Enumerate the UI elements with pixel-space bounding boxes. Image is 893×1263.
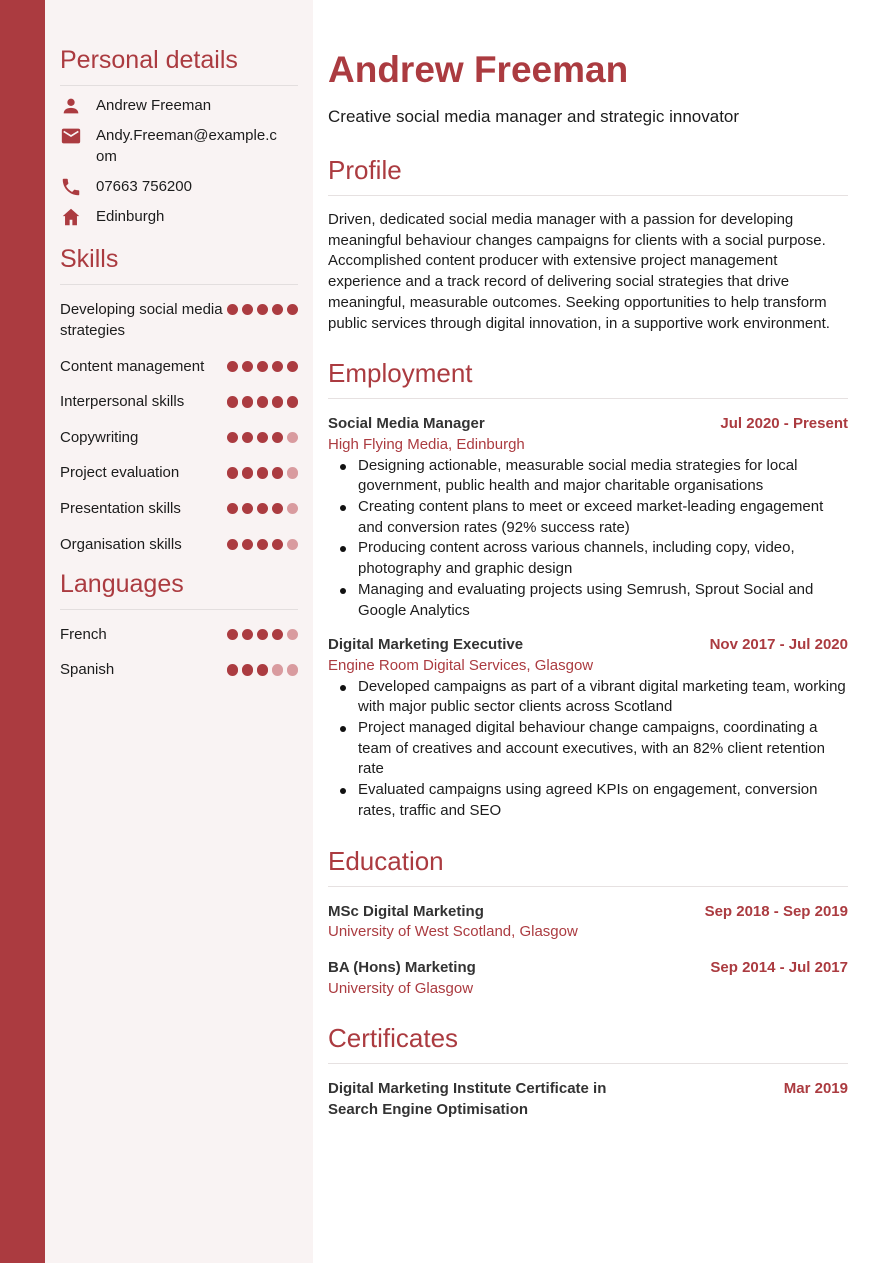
education-entry xyxy=(328,902,848,943)
contact-email xyxy=(60,125,298,167)
bullet-item: Project managed digital behaviour change campaigns, coordinating a team of creatives and account executives, with an 82% client retention rate xyxy=(328,718,848,780)
personal-details-heading: Personal details xyxy=(60,46,298,86)
rating-dot-filled xyxy=(272,432,283,443)
rating-label: Copywriting xyxy=(60,428,139,446)
rating-dot-filled xyxy=(227,467,238,478)
sidebar xyxy=(45,0,313,1263)
rating-dot-filled xyxy=(272,304,283,315)
entry-organisation: University of Glasgow xyxy=(328,979,474,997)
rating-dot-filled xyxy=(287,361,298,372)
rating-dot-filled xyxy=(242,539,253,550)
rating-dot-filled xyxy=(287,396,298,407)
rating-dot-empty xyxy=(287,539,298,550)
contact-location-text: Edinburgh xyxy=(96,208,165,225)
rating-dot-filled xyxy=(242,467,253,478)
rating-dot-filled xyxy=(272,361,283,372)
rating-dot-filled xyxy=(227,361,238,372)
rating-label: Spanish xyxy=(60,661,115,679)
rating-dot-filled xyxy=(257,664,268,675)
certificates-entry xyxy=(328,1079,848,1120)
page-title: Andrew Freeman xyxy=(328,49,629,90)
skill-item xyxy=(60,534,298,555)
rating-dot-filled xyxy=(257,539,268,550)
contact-location xyxy=(60,206,298,227)
tagline: Creative social media manager and strategic innovator xyxy=(328,107,740,126)
certificates-list xyxy=(328,1079,848,1120)
rating-dot-empty xyxy=(287,432,298,443)
rating-dot-filled xyxy=(242,503,253,514)
rating-dot-filled xyxy=(257,432,268,443)
rating-dots xyxy=(227,534,298,550)
rating-dot-filled xyxy=(242,361,253,372)
rating-dot-filled xyxy=(257,396,268,407)
rating-dot-filled xyxy=(272,629,283,640)
entry-title: Social Media Manager xyxy=(328,415,485,433)
phone-icon xyxy=(60,176,96,197)
language-item xyxy=(60,624,298,645)
skill-item xyxy=(60,427,298,448)
rating-dot-empty xyxy=(287,664,298,675)
accent-stripe xyxy=(0,0,45,1263)
rating-dots xyxy=(227,659,298,675)
rating-dot-filled xyxy=(242,304,253,315)
rating-dots xyxy=(227,498,298,514)
rating-label: Content management xyxy=(60,357,205,375)
entry-dates: Nov 2017 - Jul 2020 xyxy=(709,636,848,654)
entry-header xyxy=(328,1079,848,1120)
skill-item xyxy=(60,391,298,412)
contact-email-text[interactable]: Andy.Freeman@example.com xyxy=(96,127,277,165)
rating-dots xyxy=(227,391,298,407)
contact-list xyxy=(60,95,298,227)
contact-phone xyxy=(60,176,298,197)
rating-dot-filled xyxy=(257,467,268,478)
bullet-item: Managing and evaluating projects using Semrush, Sprout Social and Google Analytics xyxy=(328,580,848,621)
rating-dot-filled xyxy=(227,432,238,443)
entry-organisation: High Flying Media, Edinburgh xyxy=(328,435,525,453)
entry-bullets xyxy=(328,456,848,622)
rating-dot-filled xyxy=(242,432,253,443)
entry-header xyxy=(328,902,848,923)
employment-heading: Employment xyxy=(328,358,848,399)
rating-dot-filled xyxy=(227,664,238,675)
contact-phone-text: 07663 756200 xyxy=(96,178,192,195)
languages-list xyxy=(60,624,298,681)
skill-item xyxy=(60,462,298,483)
home-icon xyxy=(60,206,96,227)
education-heading: Education xyxy=(328,846,848,887)
employment-entry xyxy=(328,414,848,621)
entry-title: BA (Hons) Marketing xyxy=(328,958,476,976)
rating-dot-filled xyxy=(257,629,268,640)
rating-label: Developing social media strategies xyxy=(60,301,223,339)
rating-label: French xyxy=(60,625,107,643)
rating-dot-empty xyxy=(287,629,298,640)
contact-name-text: Andrew Freeman xyxy=(96,97,212,114)
skill-item xyxy=(60,299,298,341)
entry-header xyxy=(328,635,848,656)
rating-dot-empty xyxy=(287,467,298,478)
skill-item xyxy=(60,356,298,377)
rating-dot-empty xyxy=(287,503,298,514)
skill-item xyxy=(60,498,298,519)
bullet-item: Creating content plans to meet or exceed market-leading engagement and conversion rates (92% success rate) xyxy=(328,497,848,538)
profile-text: Driven, dedicated social media manager with a passion for developing meaningful behaviour changes campaigns for clients with a social purpose. Accomplished content producer with extensive project management experience and a track record of delivering social strategies that drive meaningful, measurable outcomes. Seeking opportunities to help transform public services through digital innovation, in a supportive work environment. xyxy=(328,211,830,332)
contact-name xyxy=(60,95,298,116)
entry-header xyxy=(328,958,848,979)
rating-dot-filled xyxy=(242,629,253,640)
rating-dot-filled xyxy=(272,396,283,407)
entry-dates: Sep 2014 - Jul 2017 xyxy=(710,958,848,976)
rating-dot-filled xyxy=(272,467,283,478)
rating-label: Organisation skills xyxy=(60,535,182,553)
rating-dot-filled xyxy=(227,539,238,550)
rating-label: Presentation skills xyxy=(60,499,181,517)
bullet-item: Developed campaigns as part of a vibrant digital marketing team, working with major public sector clients across Scotland xyxy=(328,677,848,718)
rating-dot-filled xyxy=(227,629,238,640)
entry-dates: Jul 2020 - Present xyxy=(720,415,848,433)
rating-dot-empty xyxy=(272,664,283,675)
rating-dot-filled xyxy=(272,539,283,550)
certificates-heading: Certificates xyxy=(328,1023,848,1064)
rating-label: Project evaluation xyxy=(60,464,180,482)
rating-dot-filled xyxy=(257,503,268,514)
rating-dot-filled xyxy=(257,361,268,372)
languages-heading: Languages xyxy=(60,570,298,610)
rating-dot-filled xyxy=(227,503,238,514)
rating-dot-filled xyxy=(227,396,238,407)
entry-title: Digital Marketing Executive xyxy=(328,636,524,654)
entry-dates: Sep 2018 - Sep 2019 xyxy=(704,902,848,920)
entry-organisation: Engine Room Digital Services, Glasgow xyxy=(328,656,594,674)
language-item xyxy=(60,659,298,680)
rating-dots xyxy=(227,427,298,443)
rating-dot-filled xyxy=(257,304,268,315)
rating-label: Interpersonal skills xyxy=(60,393,185,411)
education-entry xyxy=(328,958,848,999)
entry-organisation: University of West Scotland, Glasgow xyxy=(328,923,578,941)
person-icon xyxy=(60,95,96,116)
entry-title: MSc Digital Marketing xyxy=(328,902,484,920)
bullet-item: Designing actionable, measurable social media strategies for local government, public health and major charitable organisations xyxy=(328,456,848,497)
rating-dot-filled xyxy=(242,396,253,407)
skills-heading: Skills xyxy=(60,245,298,285)
rating-dots xyxy=(227,462,298,478)
education-list xyxy=(328,902,848,1000)
employment-entry xyxy=(328,635,848,821)
entry-dates: Mar 2019 xyxy=(783,1080,848,1098)
rating-dot-filled xyxy=(287,304,298,315)
rating-dot-filled xyxy=(272,503,283,514)
rating-dots xyxy=(227,299,298,315)
rating-dots xyxy=(227,624,298,640)
employment-list xyxy=(328,414,848,821)
rating-dot-filled xyxy=(242,664,253,675)
profile-heading: Profile xyxy=(328,155,848,196)
entry-title: Digital Marketing Institute Certificate in Search Engine Optimisation xyxy=(328,1080,607,1119)
rating-dots xyxy=(227,356,298,372)
entry-bullets xyxy=(328,677,848,822)
main-content xyxy=(328,0,848,1121)
rating-dot-filled xyxy=(227,304,238,315)
entry-header xyxy=(328,414,848,435)
bullet-item: Evaluated campaigns using agreed KPIs on engagement, conversion rates, traffic and SEO xyxy=(328,780,848,821)
skills-list xyxy=(60,299,298,555)
bullet-item: Producing content across various channels, including copy, video, photography and graphic design xyxy=(328,538,848,579)
email-icon xyxy=(60,125,96,146)
